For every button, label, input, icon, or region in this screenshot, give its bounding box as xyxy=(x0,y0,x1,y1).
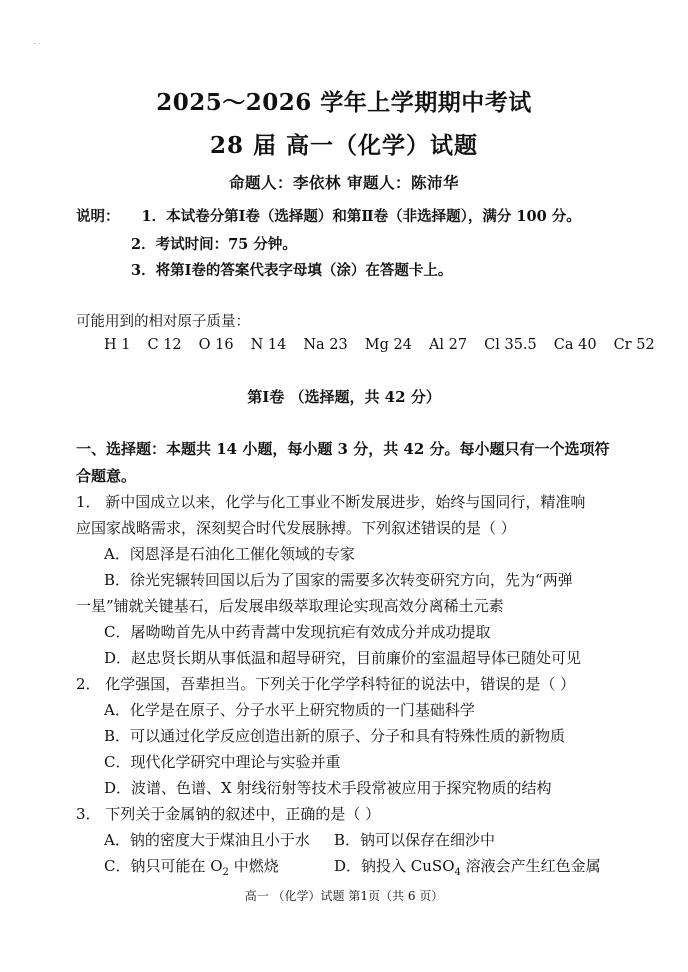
atomic-masses-list xyxy=(104,337,655,353)
atomic-mass-item: H 1 xyxy=(104,337,131,353)
q1-stem: 1． 新中国成立以来，化学与化工事业不断发展进步，始终与国同行，精准响 xyxy=(76,493,586,511)
q3-option-c: C．钠只可能在 $O_2$ 中燃烧 xyxy=(104,857,279,878)
q2-option-d: D．波谱、色谱、X 射线衍射等技术手段常被应用于探究物质的结构 xyxy=(104,779,552,797)
corner-mark: · · xyxy=(34,40,41,48)
atomic-mass-item: O 16 xyxy=(198,337,234,353)
atomic-mass-item: Cl 35.5 xyxy=(484,337,537,353)
q1-option-c: C．屠呦呦首先从中药青蒿中发现抗疟有效成分并成功提取 xyxy=(104,623,491,641)
atomic-mass-item: C 12 xyxy=(147,337,182,353)
q1-option-a: A．闵恩泽是石油化工催化领域的专家 xyxy=(104,545,355,563)
section-title: 第Ⅰ卷 （选择题，共 42 分） xyxy=(247,388,441,406)
note-line-1 xyxy=(76,205,581,226)
atomic-mass-item: Cr 52 xyxy=(613,337,655,353)
note-item: 1．本试卷分第Ⅰ卷（选择题）和第Ⅱ卷（非选择题），满分 100 分。 xyxy=(141,208,581,225)
page-footer: 高一 （化学）试题 第1页（共 6 页） xyxy=(244,889,444,903)
q3-stem: 3． 下列关于金属钠的叙述中，正确的是（ ） xyxy=(76,805,381,823)
q2-option-b: B．可以通过化学反应创造出新的原子、分子和具有特殊性质的新物质 xyxy=(104,727,566,745)
q2-option-c: C．现代化学研究中理论与实验并重 xyxy=(104,753,341,771)
atomic-masses-label: 可能用到的相对原子质量： xyxy=(76,314,250,330)
atomic-mass-item: N 14 xyxy=(250,337,287,353)
mcq-header-line: 一、选择题：本题共 14 小题，每小题 3 分，共 42 分。每小题只有一个选项符 xyxy=(76,440,610,458)
q2-stem: 2． 化学强国，吾辈担当。下列关于化学学科特征的说法中，错误的是（ ） xyxy=(76,675,576,693)
atomic-mass-item: Na 23 xyxy=(303,337,348,353)
q3-option-b: B．钠可以保存在细沙中 xyxy=(334,831,496,849)
note-item: 3．将第Ⅰ卷的答案代表字母填（涂）在答题卡上。 xyxy=(131,262,453,279)
q2-option-a: A．化学是在原子、分子水平上研究物质的一门基础科学 xyxy=(104,701,475,719)
q1-option-b: B．徐光宪辗转回国以后为了国家的需要多次转变研究方向，先为“两弹 xyxy=(104,571,573,589)
exam-subtitle: 28 届 高一（化学）试题 xyxy=(209,132,479,159)
q3-option-a: A．钠的密度大于煤油且小于水 xyxy=(104,831,310,849)
q3-option-d: D．钠投入 CuSO$_4$ 溶液会产生红色金属 xyxy=(334,857,601,878)
mcq-header-line: 合题意。 xyxy=(76,467,137,485)
q1-option-d: D．赵忠贤长期从事低温和超导研究，目前廉价的室温超导体已随处可见 xyxy=(104,649,582,667)
atomic-mass-item: Al 27 xyxy=(428,337,468,353)
notes-label: 说明： xyxy=(76,208,120,225)
authors-line: 命题人：李依林 审题人：陈沛华 xyxy=(229,173,459,192)
atomic-mass-item: Ca 40 xyxy=(553,337,597,353)
exam-title: 2025～2026 学年上学期期中考试 xyxy=(156,89,532,116)
note-item: 2．考试时间：75 分钟。 xyxy=(131,236,297,253)
atomic-mass-item: Mg 24 xyxy=(364,337,412,353)
q1-option-b-cont: 一星”铺就关键基石，后发展串级萃取理论实现高效分离稀土元素 xyxy=(76,597,504,615)
q1-stem-cont: 应国家战略需求，深刻契合时代发展脉搏。下列叙述错误的是（ ） xyxy=(76,519,516,537)
